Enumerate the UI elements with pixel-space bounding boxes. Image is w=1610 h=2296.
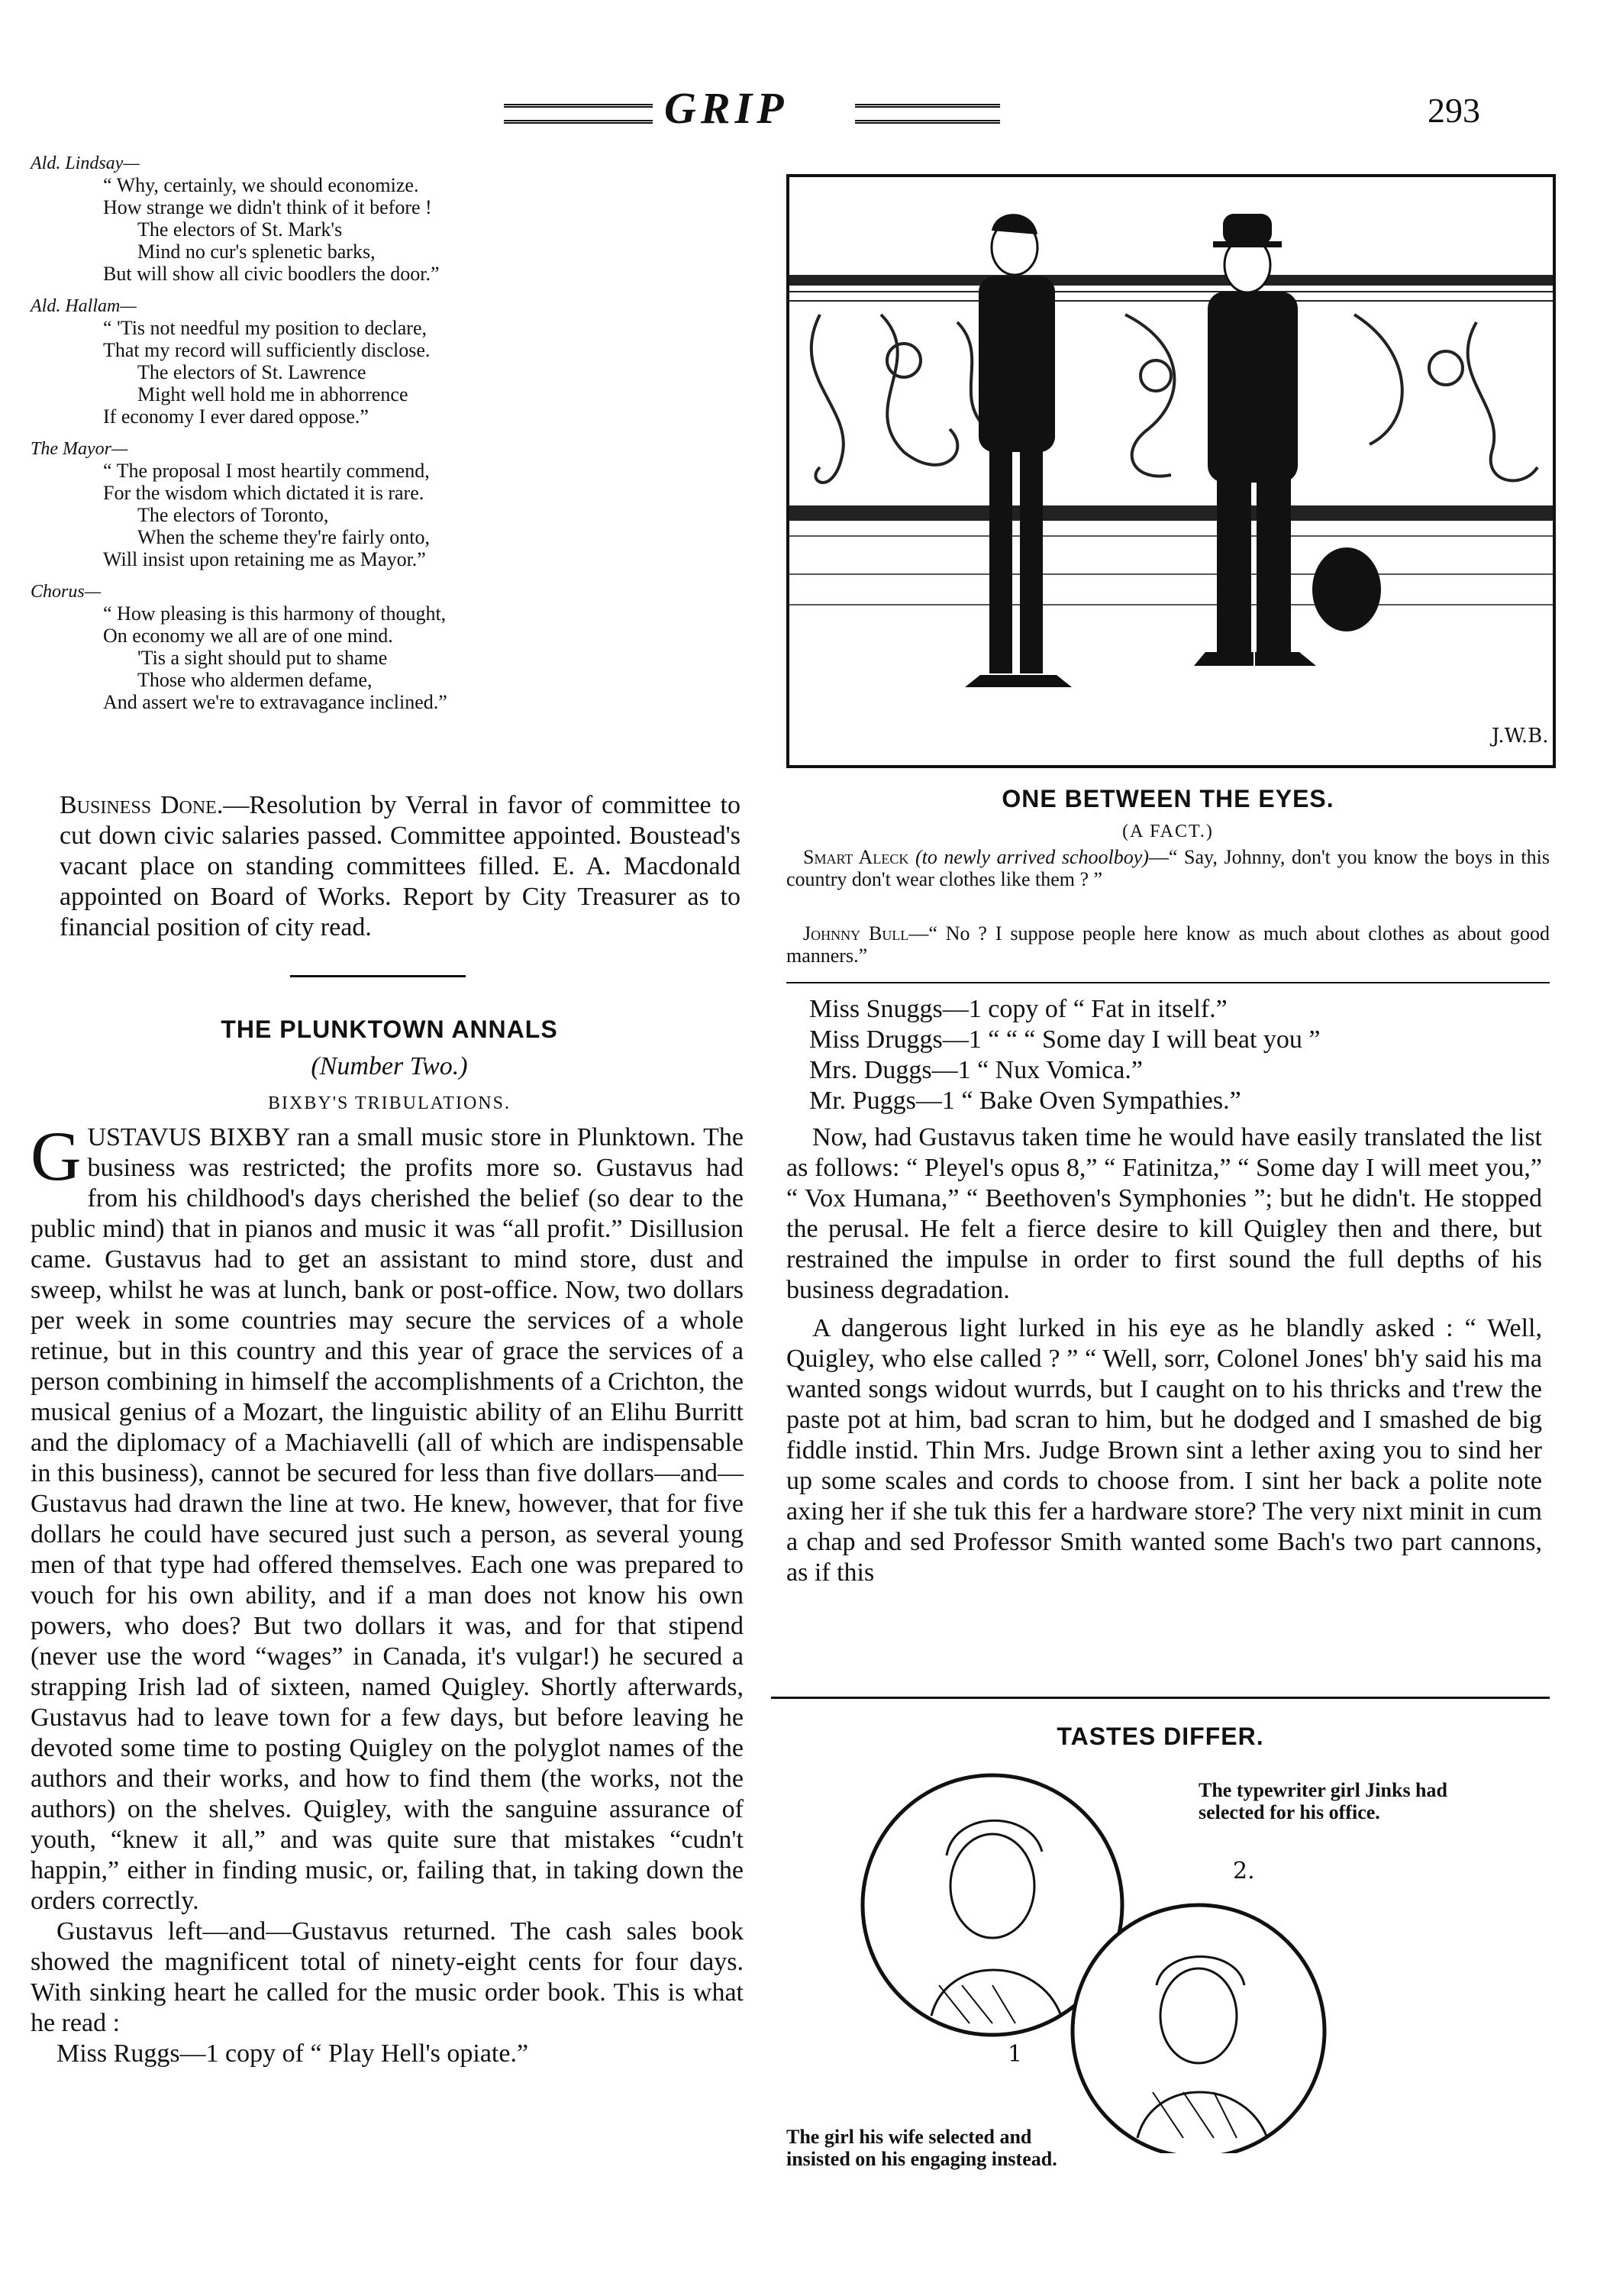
business-done-text: —Resolution by Verral in favor of committee to cut down civic salaries passed. Committee appointed. Boustead's vacant place on standing committees filled. E. A. Macdonald appointed on Board of Works. Report by City Treasurer as to financial position of city read.	[60, 791, 740, 941]
poem-line: If economy I ever dared oppose.”	[103, 405, 369, 428]
masthead-rule-left	[504, 104, 653, 124]
portrait-number-1: 1	[1008, 2041, 1023, 2068]
right-column-text	[786, 1122, 1542, 1588]
annals-number: (Number Two.)	[311, 1052, 468, 1080]
right-paragraph-2: A dangerous light lurked in his eye as he blandly asked : “ Well, Quigley, who else called ? ” “ Well, sorr, Colonel Jones' bh'y said his ma wanted songs widout wurrds, but I caught on to his thricks and t'rew the paste pot at him, bad scran to him, but he dodged and I smashed de big fiddle instid. Thin Mrs. Judge Brown sint a lether axing you to sind her up some scales and cords to choose from. I sint her back a polite note axing her if she tuk this fer a hardware store? The very nixt minit in cum a chap and sed Professor Smith wanted some Bach's two part cannons, as if this	[786, 1314, 1542, 1587]
business-done-paragraph	[60, 790, 740, 943]
poem-line: “ 'Tis not needful my position to declare,	[103, 317, 427, 339]
annals-paragraph-2: Gustavus left—and—Gustavus returned. The cash sales book showed the magnificent total of ninety-eight cents for four days. With sinking heart he called for the music order book. This is what he read :	[31, 1917, 744, 2037]
poem-line: The electors of Toronto,	[137, 504, 329, 526]
poem-line: That my record will sufficiently disclose.	[103, 339, 431, 361]
poem-line: When the scheme they're fairly onto,	[137, 526, 430, 548]
page-number: 293	[1428, 91, 1480, 130]
masthead-title: GRIP	[664, 83, 789, 133]
order-line: Mr. Puggs—1 “ Bake Oven Sympathies.”	[809, 1087, 1241, 1115]
cartoon-divider	[786, 982, 1550, 983]
poem-line: On economy we all are of one mind.	[103, 625, 393, 647]
poem-line: But will show all civic boodlers the door.”	[103, 263, 440, 285]
annals-body	[31, 1117, 744, 2069]
tastes-caption-2: The girl his wife selected and insisted on his engaging instead.	[786, 2126, 1057, 2170]
poem-line: For the wisdom which dictated it is rare.	[103, 482, 424, 504]
annals-paragraph-1	[31, 1117, 744, 1917]
poem-line: Those who aldermen defame,	[137, 669, 373, 691]
poem-line: Mind no cur's splenetic barks,	[137, 241, 376, 263]
cartoon-speaker-2: Johnny Bull	[803, 922, 909, 945]
order-line-ruggs: Miss Ruggs—1 copy of “ Play Hell's opiate.”	[56, 2039, 529, 2068]
masthead-rule-right	[855, 104, 1000, 124]
portrait-number-2: 2.	[1233, 1858, 1255, 1884]
poem-line: And assert we're to extravagance inclined.”	[103, 691, 447, 713]
poem-speaker: The Mayor—	[31, 439, 128, 459]
annals-subtitle: BIXBY'S TRIBULATIONS.	[268, 1093, 511, 1113]
poem-line: “ The proposal I most heartily commend,	[103, 460, 430, 482]
cartoon-dialogue-2	[786, 922, 1550, 967]
right-paragraph-1: Now, had Gustavus taken time he would have easily translated the list as follows: “ Pleyel's opus 8,” “ Fatinitza,” “ Some day I will meet you,” “ Vox Humana,” “ Beethoven's Symphonies ”; but he didn't. He stopped the perusal. He felt a fierce desire to kill Quigley then and there, but restrained the impulse in order to first sound the full depths of his business degradation.	[786, 1123, 1542, 1304]
cartoon-line-2: —“ No ? I suppose people here know as much about clothes as about good manners.”	[786, 922, 1550, 967]
order-line: Miss Druggs—1 “ “ “ Some day I will beat you ”	[809, 1025, 1321, 1054]
poem-speaker: Ald. Hallam—	[31, 296, 137, 316]
cartoon-line-1: —“ Say, Johnny, don't you know the boys in this country don't wear clothes like them ? ”	[786, 846, 1550, 890]
annals-paragraph-1-text: USTAVUS BIXBY ran a small music store in Plunktown. The business was restricted; the profits more so. Gustavus had from his childhood's days cherished the belief (so dear to the public mind) that in pianos and music it was “all profit.” Disillusion came. Gustavus had to get an assistant to mind store, dust and sweep, whilst he was at lunch, bank or post-office. Now, two dollars per week in some countries may secure the services of a whole retinue, but in this country and this year of grace the services of a person combining in himself the accomplishments of a Crichton, the musical genius of a Mozart, the linguistic ability of an Elihu Burritt and the diplomacy of a Machiavelli (all of which are indispensable in this business), cannot be secured for less than five dollars—and—Gustavus had drawn the line at two. He knew, however, that for five dollars he could have secured just such a person, as several young men of that type had offered themselves. Each one was prepared to vouch for his own ability, and if a man does not know his own powers, who does? But two dollars it was, and for that stipend (never use the word “wages” in Canada, it's vulgar!) he secured a strapping Irish lad of sixteen, named Quigley. Shortly afterwards, Gustavus had to leave town for a few days, but before leaving he devoted some time to posting Quigley on the polyglot names of the authors and their works, and how to find them (the works, not the authors) on the shelves. Quigley, with the sanguine assurance of youth, “knew it all,” and was quite sure that mistakes “cudn't happin,” either in finding music, or, failing that, in taking down the orders correctly.	[31, 1123, 744, 1915]
order-line: Mrs. Duggs—1 “ Nux Vomica.”	[809, 1056, 1143, 1084]
poem-line: “ Why, certainly, we should economize.	[103, 174, 419, 196]
cartoon-stage-direction: (to newly arrived schoolboy)	[915, 846, 1149, 868]
business-done-lead: Business Done.	[60, 791, 224, 819]
poem-line: 'Tis a sight should put to shame	[137, 647, 388, 669]
drop-cap: G	[31, 1117, 82, 1195]
poem-speaker: Ald. Lindsay—	[31, 153, 140, 173]
poem-line: The electors of St. Mark's	[137, 218, 343, 241]
tastes-title: TASTES DIFFER.	[1057, 1723, 1264, 1750]
poem	[31, 153, 748, 713]
cartoon-subtitle: (A FACT.)	[1122, 822, 1214, 841]
section-divider	[290, 975, 466, 977]
poem-line: How strange we didn't think of it before !	[103, 196, 432, 218]
poem-line: Will insist upon retaining me as Mayor.”	[103, 548, 426, 570]
cartoon-signature: J.W.B.	[1492, 725, 1549, 748]
poem-line: Might well hold me in abhorrence	[137, 383, 408, 405]
poem-speaker: Chorus—	[31, 582, 102, 602]
cartoon-speaker-1: Smart Aleck	[803, 846, 909, 868]
poem-line: The electors of St. Lawrence	[137, 361, 366, 383]
tastes-caption-1: The typewriter girl Jinks had selected for his office.	[1199, 1779, 1447, 1823]
tastes-divider	[771, 1697, 1550, 1699]
cartoon-title: ONE BETWEEN THE EYES.	[1002, 785, 1334, 812]
order-line: Miss Snuggs—1 copy of “ Fat in itself.”	[809, 995, 1228, 1023]
order-list	[809, 994, 1542, 1116]
cartoon-dialogue-1	[786, 846, 1550, 890]
poem-line: “ How pleasing is this harmony of thought,	[103, 602, 447, 625]
cartoon-drawing	[789, 177, 1553, 765]
cartoon-illustration	[786, 174, 1556, 768]
annals-title: THE PLUNKTOWN ANNALS	[221, 1016, 558, 1043]
masthead	[0, 82, 1610, 136]
